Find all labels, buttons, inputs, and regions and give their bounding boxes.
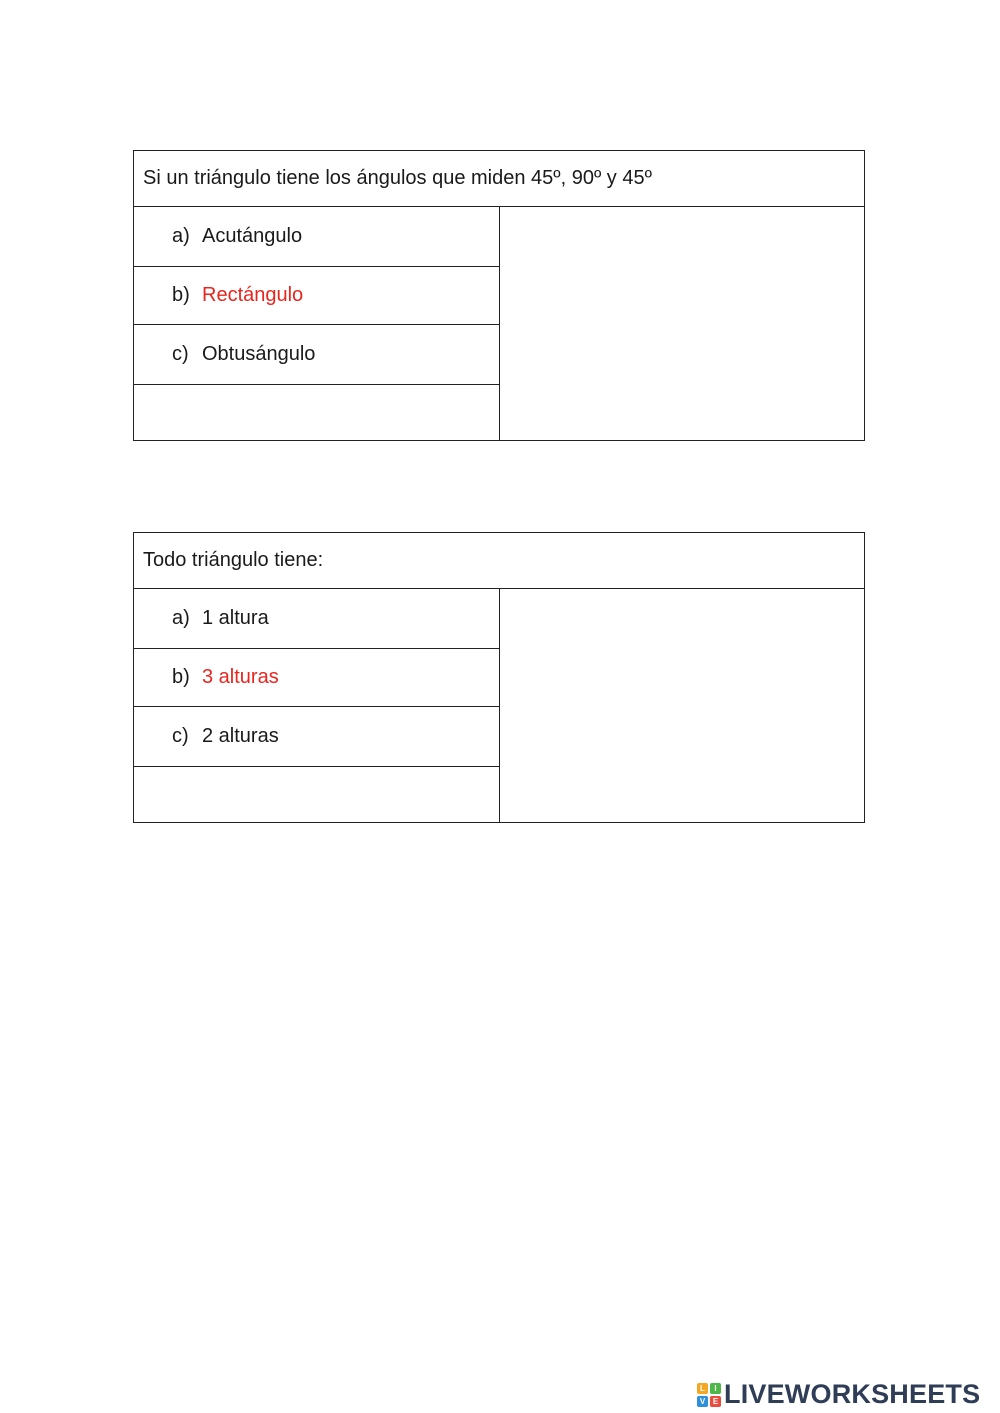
option-letter: b) [172, 666, 190, 688]
answer-option-a[interactable] [134, 207, 499, 267]
option-letter: b) [172, 284, 190, 306]
answer-option-b[interactable] [134, 649, 499, 707]
logo-tiles-icon [697, 1383, 721, 1407]
answer-options [134, 207, 500, 440]
question-prompt: Todo triángulo tiene: [134, 533, 864, 589]
option-text: Acutángulo [202, 225, 303, 247]
option-letter: c) [172, 725, 189, 747]
answer-blank-cell [134, 767, 499, 822]
answer-options [134, 589, 500, 822]
option-text: 1 altura [202, 607, 269, 629]
logo-tile: L [697, 1383, 708, 1394]
question-table-2 [133, 532, 865, 823]
logo-tile: I [710, 1383, 721, 1394]
option-text: Obtusángulo [202, 343, 316, 365]
answer-blank-cell [134, 385, 499, 440]
answer-drop-area[interactable] [500, 589, 864, 822]
question-table-1 [133, 150, 865, 441]
logo-text: LIVEWORKSHEETS [724, 1379, 981, 1409]
option-letter: a) [172, 607, 190, 629]
answer-option-b[interactable] [134, 267, 499, 325]
answer-option-a[interactable] [134, 589, 499, 649]
question-prompt: Si un triángulo tiene los ángulos que miden 45º, 90º y 45º [134, 151, 864, 207]
option-letter: a) [172, 225, 190, 247]
option-text-correct: Rectángulo [202, 284, 304, 306]
option-text: 2 alturas [202, 725, 279, 747]
answer-option-c[interactable] [134, 325, 499, 385]
answer-option-c[interactable] [134, 707, 499, 767]
answer-drop-area[interactable] [500, 207, 864, 440]
liveworksheets-logo [697, 1379, 980, 1410]
option-letter: c) [172, 343, 189, 365]
option-text-correct: 3 alturas [202, 666, 279, 688]
logo-tile: E [710, 1396, 721, 1407]
logo-tile: V [697, 1396, 708, 1407]
